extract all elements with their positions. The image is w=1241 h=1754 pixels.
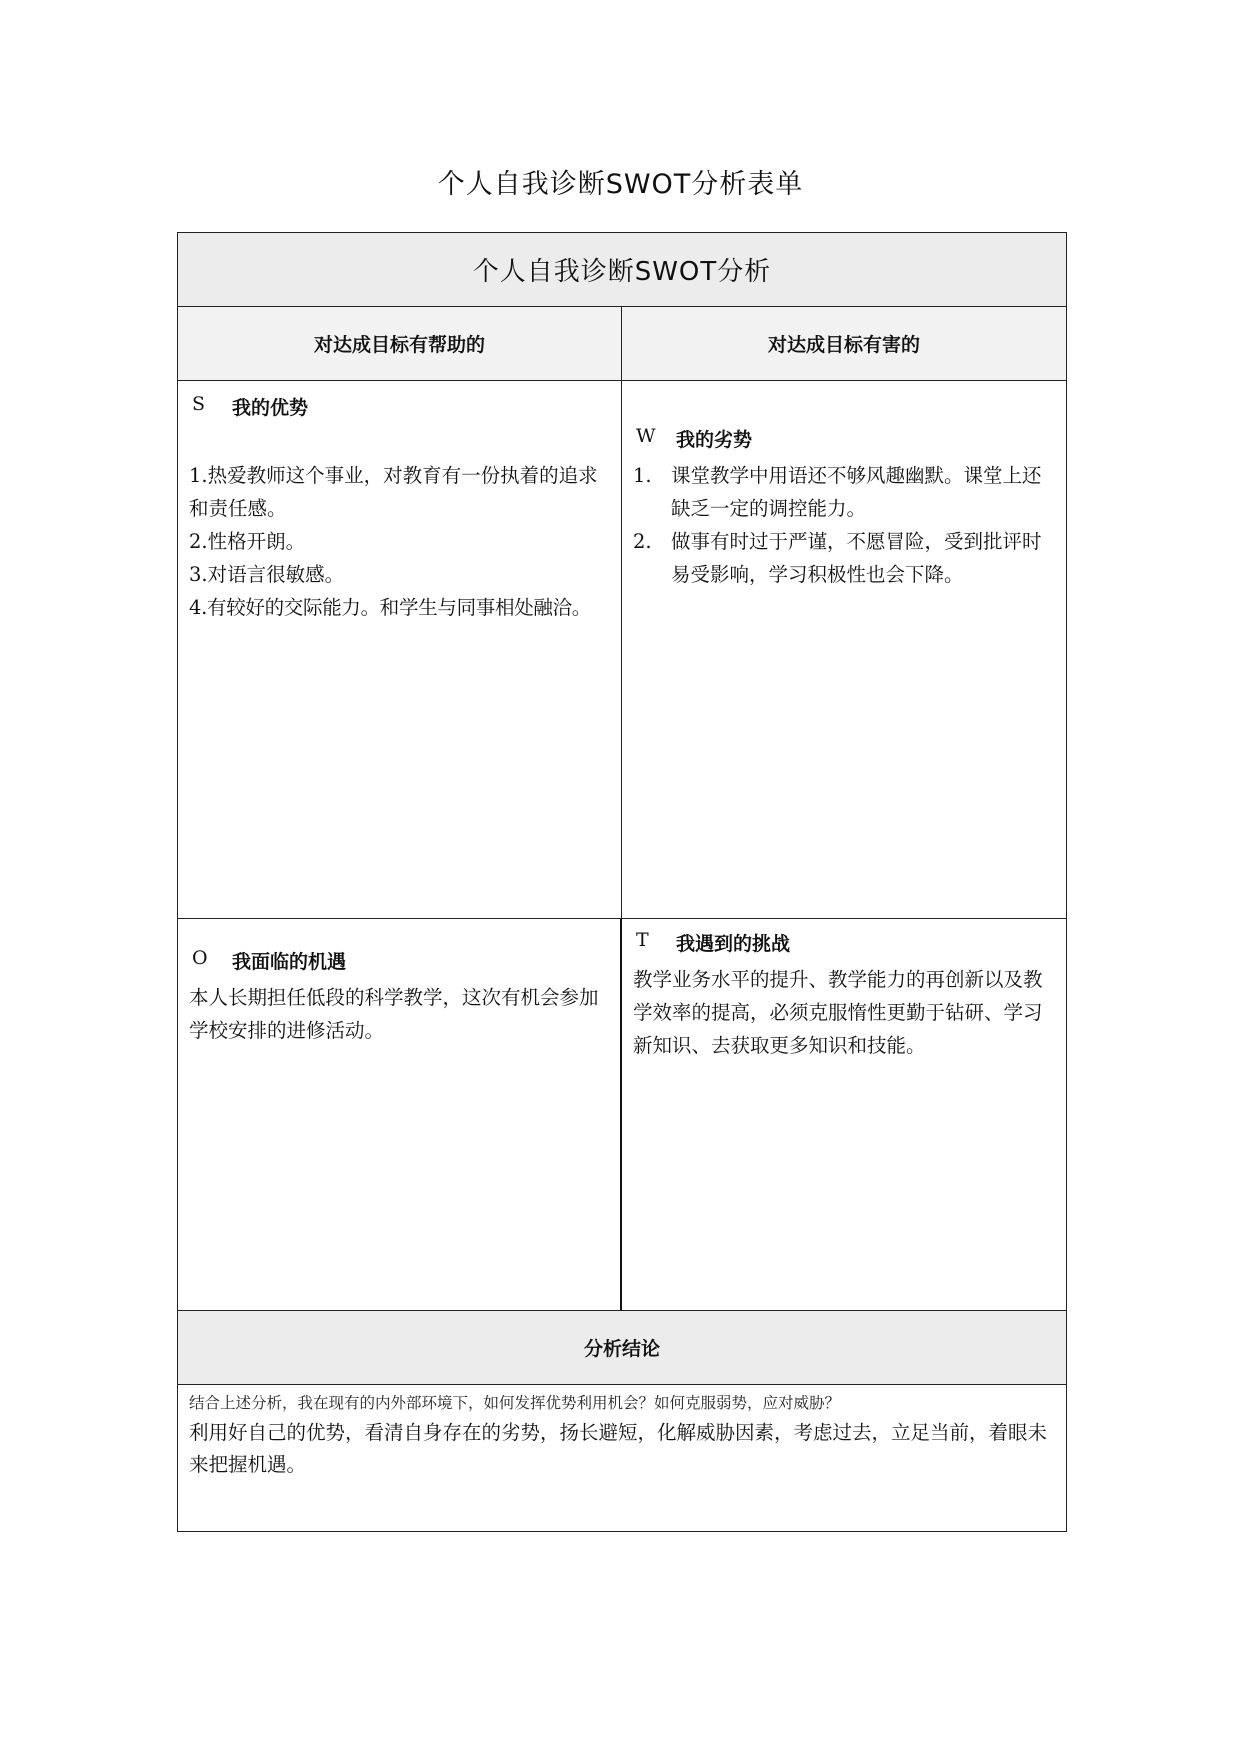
opportunities-heading: [192, 947, 346, 974]
table-header: 个人自我诊断SWOT分析: [178, 233, 1066, 307]
weaknesses-letter: W: [636, 425, 656, 447]
threats-title: 我遇到的挑战: [676, 933, 791, 955]
column-headers: [178, 307, 1066, 381]
conclusion-answer: 利用好自己的优势，看清自身存在的劣势，扬长避短，化解威胁因素，考虑过去，立足当前，着眼未来把握机遇。: [189, 1421, 1048, 1476]
weaknesses-heading: [636, 425, 752, 452]
weaknesses-title: 我的劣势: [676, 429, 753, 451]
list-number: 2.: [633, 530, 652, 553]
list-item: 1.热爱教师这个事业，对教育有一份执着的追求和责任感。: [189, 464, 598, 520]
conclusion-body: [178, 1385, 1066, 1531]
harmful-column-header: 对达成目标有害的: [767, 334, 920, 356]
strengths-cell: [178, 381, 622, 918]
list-item: 3.对语言很敏感。: [189, 563, 345, 586]
list-number: 1.: [633, 464, 652, 487]
opportunities-text: 本人长期担任低段的科学教学，这次有机会参加学校安排的进修活动。: [189, 986, 599, 1042]
threats-letter: T: [636, 929, 649, 951]
opportunities-threats-row: [178, 919, 1066, 1311]
list-item: [633, 459, 1058, 525]
conclusion-header: 分析结论: [178, 1311, 1066, 1385]
threats-text: 教学业务水平的提升、教学能力的再创新以及教学效率的提高，必须克服惰性更勤于钻研、学习新知识、去获取更多知识和技能。: [633, 968, 1043, 1057]
page-title: 个人自我诊断SWOT分析表单: [437, 169, 804, 200]
list-item: 4.有较好的交际能力。和学生与同事相处融洽。: [189, 596, 592, 619]
threats-heading: [636, 929, 790, 956]
list-item: [633, 525, 1058, 591]
opportunities-letter: O: [192, 947, 208, 969]
strengths-heading: [192, 393, 308, 420]
opportunities-cell: [178, 919, 622, 1310]
opportunities-title: 我面临的机遇: [232, 951, 347, 973]
list-item: 2.性格开朗。: [189, 530, 306, 553]
threats-cell: [622, 919, 1066, 1310]
strengths-title: 我的优势: [232, 397, 309, 419]
conclusion-question: 结合上述分析，我在现有的内外部环境下，如何发挥优势利用机会？如何克服弱势，应对威胁？: [189, 1394, 841, 1412]
list-text: 做事有时过于严谨，不愿冒险，受到批评时易受影响，学习积极性也会下降。: [671, 530, 1042, 586]
list-text: 课堂教学中用语还不够风趣幽默。课堂上还缺乏一定的调控能力。: [671, 464, 1042, 520]
weaknesses-cell: [622, 381, 1066, 918]
strengths-list: [189, 459, 613, 624]
swot-table: [177, 232, 1067, 1532]
helpful-column-header: 对达成目标有帮助的: [178, 307, 622, 380]
strengths-weaknesses-row: [178, 381, 1066, 919]
weaknesses-list: [633, 459, 1058, 591]
strengths-letter: S: [192, 393, 206, 415]
